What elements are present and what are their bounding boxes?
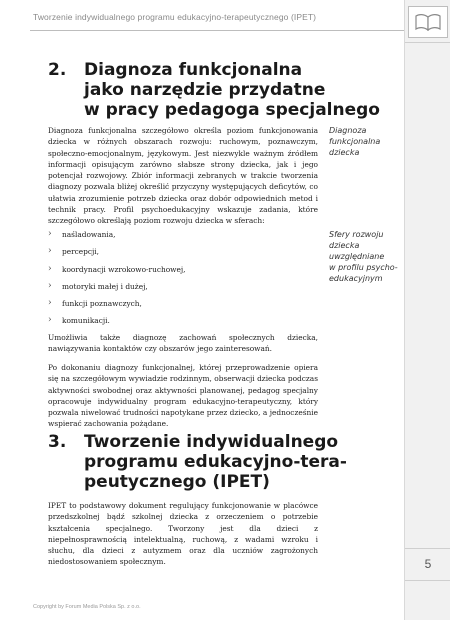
chevron-right-icon: ›	[48, 280, 52, 291]
margin-note	[329, 125, 401, 158]
list-item-text: motoryki małej i dużej,	[62, 281, 148, 291]
margin-note-line: edukacyjnym	[329, 274, 383, 283]
open-book-icon	[415, 13, 441, 31]
side-tab	[404, 0, 450, 620]
heading-line: jako narzędzie przydatne	[84, 80, 326, 100]
heading-line: programu edukacyjno-tera-	[84, 452, 347, 472]
page-header	[0, 0, 404, 34]
list-item-text: komunikacji.	[62, 316, 110, 326]
list-item-text: koordynacji wzrokowo-ruchowej,	[62, 264, 186, 274]
list-item	[48, 281, 318, 298]
side-divider	[405, 42, 450, 43]
list-item	[48, 298, 318, 315]
margin-note-line: uwzględniane	[329, 252, 385, 261]
body-paragraph	[48, 500, 318, 568]
heading-line: peutycznego (IPET)	[84, 472, 270, 492]
list-item-text: funkcji poznawczych,	[62, 299, 142, 309]
body-paragraph	[48, 332, 318, 355]
header-rule	[30, 30, 404, 31]
body-paragraph	[48, 362, 318, 430]
list-item	[48, 264, 318, 281]
running-header-title: Tworzenie indywidualnego programu edukacyjno-terapeutycznego (IPET)	[33, 12, 317, 22]
body-paragraph	[48, 125, 318, 227]
book-icon-box	[408, 6, 448, 38]
chevron-right-icon: ›	[48, 315, 52, 326]
section-number: 2.	[48, 60, 67, 80]
margin-note-line: dziecka	[329, 241, 360, 250]
heading-line: Tworzenie indywidualnego	[84, 432, 339, 452]
development-areas-list	[48, 229, 318, 333]
margin-note-line: Diagnoza	[329, 126, 367, 135]
paragraph-text: Po dokonaniu diagnozy funkcjonalnej, której przeprowadzenie opiera się na szczegółowym wywiadzie rodzinnym, obserwacji dziecka podczas aktywności swobodnej oraz aktywności planowanej, pedagog specjalny opracowuje indywidualny program edukacyjno-terapeutyczny, który pozwala niwelować trudności napotykane przez dziecko, a jednocześnie wspierać zachowania pożądane.	[48, 363, 318, 429]
list-item	[48, 246, 318, 263]
list-item	[48, 229, 318, 246]
list-item-text: percepcji,	[62, 247, 100, 257]
chevron-right-icon: ›	[48, 246, 52, 257]
margin-note-line: dziecka	[329, 148, 360, 157]
margin-note-line: w profilu psycho-	[329, 263, 398, 272]
side-divider	[405, 548, 450, 549]
section-number: 3.	[48, 432, 67, 452]
chevron-right-icon: ›	[48, 263, 52, 274]
margin-note-line: funkcjonalna	[329, 137, 381, 146]
chevron-right-icon: ›	[48, 229, 52, 239]
paragraph-text: Umożliwia także diagnozę zachowań społecznych dziecka, nawiązywania kontaktów czy obszarów jego zainteresowań.	[48, 333, 318, 354]
list-item	[48, 315, 318, 332]
page-number: 5	[424, 557, 432, 571]
heading-line: Diagnoza funkcjonalna	[84, 60, 303, 80]
list-item-text: naśladowania,	[62, 230, 116, 239]
paragraph-text: IPET to podstawowy dokument regulujący funkcjonowanie w placówce przedszkolnej bądź szkolnej dziecka z orzeczeniem o potrzebie kształcenia specjalnego. Tworzony jest dla dzieci z niepełnosprawnością intelektualną, ruchową, z wadami wzroku i słuchu, dla dzieci z autyzmem oraz dla uczniów zagrożonych niedostosowaniem społecznym.	[48, 501, 318, 567]
margin-note	[329, 229, 401, 284]
heading-line: w pracy pedagoga specjalnego	[84, 100, 380, 120]
side-divider	[405, 580, 450, 581]
margin-note-line: Sfery rozwoju	[329, 230, 384, 239]
copyright-footer: Copyright by Forum Media Polska Sp. z o.o.	[33, 604, 141, 610]
chevron-right-icon: ›	[48, 298, 52, 309]
paragraph-text: Diagnoza funkcjonalna szczegółowo określa poziom funkcjonowania dziecka w różnych obszarach rozwoju: ruchowym, poznawczym, społeczno-emocjonalnym, językowym. Jest niezwykle ważnym źródłem informacji opisującym zarówno słabsze strony dziecka, jak i jego potencjał rozwojowy. Zbiór informacji zebranych w trakcie tworzenia diagnozy pozwala bliżej określić przyczyny występujących deficytów, co ułatwia zrozumienie potrzeb dziecka oraz dobór odpowiednich metod i technik pracy. Profil psychoedukacyjny wskazuje zadania, które szczegółowo określają poziom rozwoju dziecka w sferach:	[48, 126, 318, 226]
